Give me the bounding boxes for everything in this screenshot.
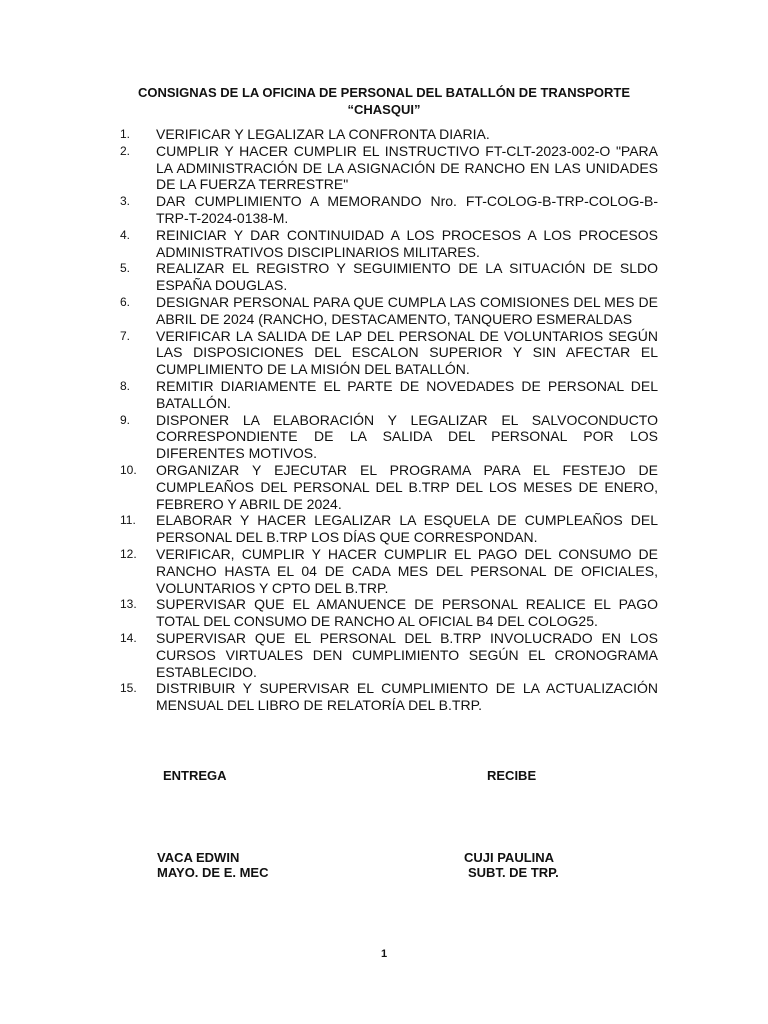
document-title <box>110 84 658 118</box>
list-item <box>110 143 658 193</box>
list-item <box>110 462 658 512</box>
list-item <box>110 378 658 412</box>
item-number-label: 2. <box>120 143 131 158</box>
instructions-list <box>110 126 658 714</box>
page-number: 1 <box>380 948 388 960</box>
list-item <box>110 193 658 227</box>
list-item <box>110 596 658 630</box>
list-item-text: VERIFICAR LA SALIDA DE LAP DEL PERSONAL DE VOLUNTARIOS SEGÚN LAS DISPOSICIONES DEL ESCALON SUPERIOR Y SIN AFECTAR EL CUMPLIMIENTO DE LA MISIÓN DEL BATALLÓN. <box>156 327 658 378</box>
item-number-label: 6. <box>120 294 131 309</box>
list-item-text: CUMPLIR Y HACER CUMPLIR EL INSTRUCTIVO FT-CLT-2023-002-O "PARA LA ADMINISTRACIÓN DE LA ASIGNACIÓN DE RANCHO EN LAS UNIDADES DE LA FUERZA TERRESTRE" <box>156 142 658 193</box>
item-number-label: 9. <box>120 412 131 427</box>
item-number-label: 14. <box>120 630 137 645</box>
list-item-text: VERIFICAR, CUMPLIR Y HACER CUMPLIR EL PAGO DEL CONSUMO DE RANCHO HASTA EL 04 DE CADA MES DEL PERSONAL DE OFICIALES, VOLUNTARIOS Y CPTO DEL B.TRP. <box>156 545 658 596</box>
list-item-text: SUPERVISAR QUE EL AMANUENCE DE PERSONAL REALICE EL PAGO TOTAL DEL CONSUMO DE RANCHO AL OFICIAL B4 DEL COLOG25. <box>156 596 658 630</box>
recibe-heading: RECIBE <box>487 768 537 783</box>
entrega-name: VACA EDWIN <box>157 850 240 865</box>
list-item-number <box>110 378 156 412</box>
list-item-number <box>110 260 156 294</box>
item-number-label: 8. <box>120 378 131 393</box>
list-item-number <box>110 512 156 546</box>
list-item-text: DESIGNAR PERSONAL PARA QUE CUMPLA LAS COMISIONES DEL MES DE ABRIL DE 2024 (RANCHO, DESTACAMENTO, TANQUERO ESMERALDAS <box>156 293 658 327</box>
item-number-label: 4. <box>120 227 131 242</box>
list-item-text: VERIFICAR Y LEGALIZAR LA CONFRONTA DIARIA. <box>156 126 490 142</box>
title-line-2: “CHASQUI” <box>347 102 421 117</box>
title-line-1: CONSIGNAS DE LA OFICINA DE PERSONAL DEL BATALLÓN DE TRANSPORTE <box>137 85 631 100</box>
list-item-number <box>110 680 156 714</box>
list-item-text: REINICIAR Y DAR CONTINUIDAD A LOS PROCESOS A LOS PROCESOS ADMINISTRATIVOS DISCIPLINARIOS MILITARES. <box>156 226 658 260</box>
item-number-label: 11. <box>120 513 136 528</box>
entrega-rank: MAYO. DE E. MEC <box>157 865 269 880</box>
list-item-number <box>110 546 156 596</box>
list-item <box>110 294 658 328</box>
list-item-number <box>110 328 156 378</box>
recibe-rank: SUBT. DE TRP. <box>468 865 559 880</box>
list-item-number <box>110 227 156 261</box>
list-item <box>110 512 658 546</box>
list-item <box>110 546 658 596</box>
list-item-number <box>110 412 156 462</box>
item-number-label: 3. <box>120 194 131 209</box>
list-item-number <box>110 193 156 227</box>
list-item-text: DISPONER LA ELABORACIÓN Y LEGALIZAR EL SALVOCONDUCTO CORRESPONDIENTE DE LA SALIDA DEL PERSONAL POR LOS DIFERENTES MOTIVOS. <box>156 411 658 462</box>
list-item <box>110 412 658 462</box>
list-item <box>110 126 658 143</box>
list-item-number <box>110 126 156 143</box>
list-item-number <box>110 462 156 512</box>
list-item <box>110 227 658 261</box>
entrega-heading: ENTREGA <box>163 768 227 783</box>
list-item-number <box>110 294 156 328</box>
item-number-label: 1. <box>120 127 131 141</box>
list-item-text: ORGANIZAR Y EJECUTAR EL PROGRAMA PARA EL FESTEJO DE CUMPLEAÑOS DEL PERSONAL DEL B.TRP DEL LOS MESES DE ENERO, FEBRERO Y ABRIL DE 2024. <box>156 461 658 512</box>
list-item-text: SUPERVISAR QUE EL PERSONAL DEL B.TRP INVOLUCRADO EN LOS CURSOS VIRTUALES DEN CUMPLIMIENTO SEGÚN EL CRONOGRAMA ESTABLECIDO. <box>156 629 658 680</box>
list-item-number <box>110 630 156 680</box>
item-number-label: 10. <box>120 462 137 477</box>
list-item <box>110 680 658 714</box>
item-number-label: 13. <box>120 597 137 612</box>
list-item <box>110 630 658 680</box>
list-item-text: DISTRIBUIR Y SUPERVISAR EL CUMPLIMIENTO DE LA ACTUALIZACIÓN MENSUAL DEL LIBRO DE RELATORÍA DEL B.TRP. <box>156 680 658 714</box>
item-number-label: 7. <box>120 328 131 343</box>
list-item-text: DAR CUMPLIMIENTO A MEMORANDO Nro. FT-COLOG-B-TRP-COLOG-B-TRP-T-2024-0138-M. <box>156 193 658 226</box>
list-item <box>110 260 658 294</box>
list-item-text: REALIZAR EL REGISTRO Y SEGUIMIENTO DE LA SITUACIÓN DE SLDO ESPAÑA DOUGLAS. <box>156 260 658 294</box>
list-item <box>110 328 658 378</box>
item-number-label: 12. <box>120 546 137 561</box>
item-number-label: 15. <box>120 681 137 696</box>
item-number-label: 5. <box>120 261 131 276</box>
list-item-text: REMITIR DIARIAMENTE EL PARTE DE NOVEDADES DE PERSONAL DEL BATALLÓN. <box>156 377 658 411</box>
recibe-name: CUJI PAULINA <box>464 850 555 865</box>
list-item-number <box>110 596 156 630</box>
list-item-number <box>110 143 156 193</box>
list-item-text: ELABORAR Y HACER LEGALIZAR LA ESQUELA DE CUMPLEAÑOS DEL PERSONAL DEL B.TRP LOS DÍAS QUE CORRESPONDAN. <box>156 512 658 546</box>
